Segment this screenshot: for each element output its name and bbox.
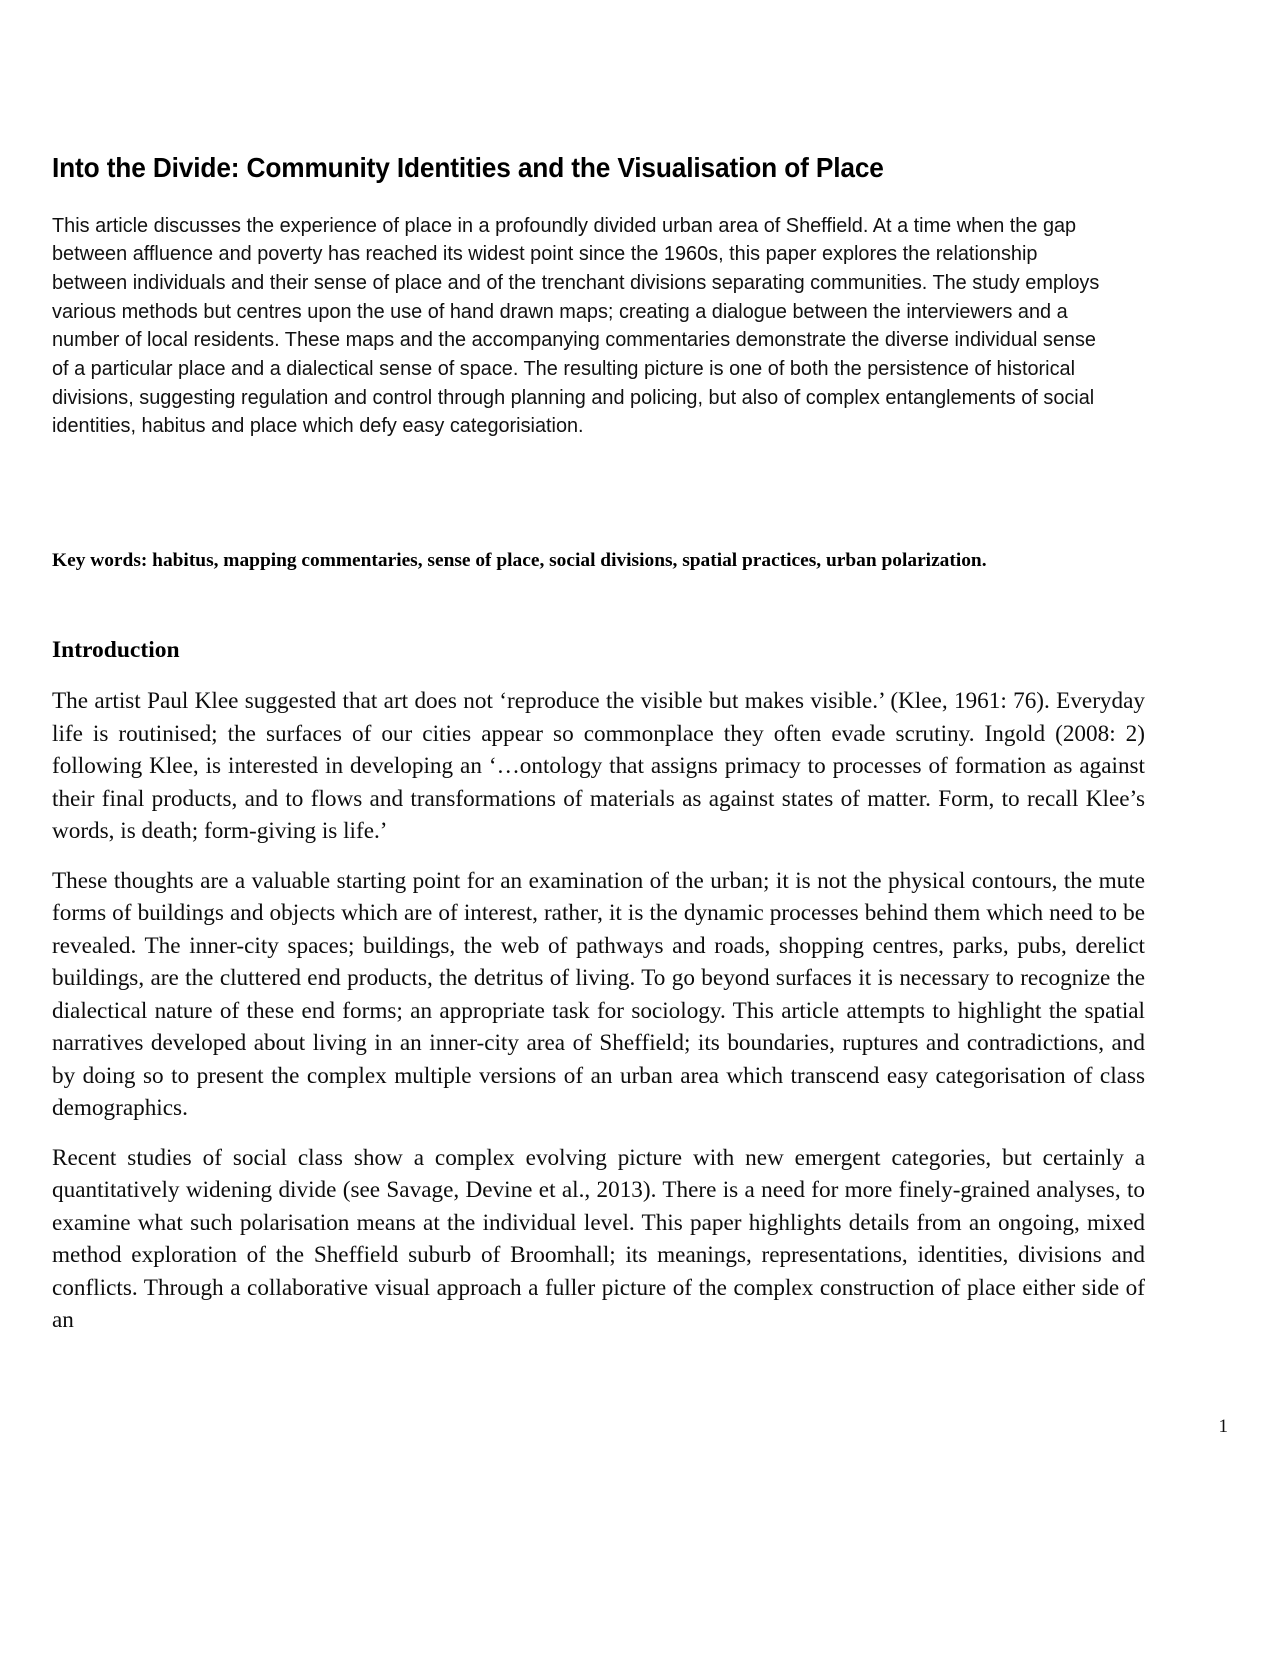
section-heading-introduction: Introduction <box>52 637 180 664</box>
abstract-text: This article discusses the experience of place in a profoundly divided urban area of Sheffield. At a time when the gap between affluence and poverty has reached its widest point since the 1960s, this paper explores the relationship between individuals and their sense of place and of the trenchant divisions separating communities. The study employs various methods but centres upon the use of hand drawn maps; creating a dialogue between the interviewers and a number of local residents. These maps and the accompanying commentaries demonstrate the diverse individual sense of a particular place and a dialectical sense of space. The resulting picture is one of both the persistence of historical divisions, suggesting regulation and control through planning and policing, but also of complex entanglements of social identities, habitus and place which defy easy categorisiation. <box>52 214 1100 438</box>
page-number: 1 <box>1218 1416 1228 1437</box>
keywords-line: Key words: habitus, mapping commentaries, sense of place, social divisions, spatial practices, urban polarization. <box>52 550 987 572</box>
body-paragraph: Recent studies of social class show a complex evolving picture with new emergent categories, but certainly a quantitatively widening divide (see Savage, Devine et al., 2013). There is a need for more finely-grained analyses, to examine what such polarisation means at the individual level. This paper highlights details from an ongoing, mixed method exploration of the Sheffield suburb of Broomhall; its meanings, representations, identities, divisions and conflicts. Through a collaborative visual approach a fuller picture of the complex construction of place either side of an <box>52 1144 1145 1334</box>
body-paragraph: The artist Paul Klee suggested that art does not ‘reproduce the visible but makes visible.’ (Klee, 1961: 76). Everyday life is routinised; the surfaces of our cities appear so commonplace they often evade scrutiny. Ingold (2008: 2) following Klee, is interested in developing an ‘…ontology that assigns primacy to processes of formation as against their final products, and to flows and transformations of materials as against states of matter. Form, to recall Klee’s words, is death; form-giving is life.’ <box>52 688 1145 845</box>
page-content <box>52 0 1145 1337</box>
body-paragraph: These thoughts are a valuable starting point for an examination of the urban; it is not the physical contours, the mute forms of buildings and objects which are of interest, rather, it is the dynamic processes behind them which need to be revealed. The inner-city spaces; buildings, the web of pathways and roads, shopping centres, parks, pubs, derelict buildings, are the cluttered end products, the detritus of living. To go beyond surfaces it is necessary to recognize the dialectical nature of these end forms; an appropriate task for sociology. This article attempts to highlight the spatial narratives developed about living in an inner-city area of Sheffield; its boundaries, ruptures and contradictions, and by doing so to present the complex multiple versions of an urban area which transcend easy categorisation of class demographics. <box>52 867 1145 1122</box>
page-title: Into the Divide: Community Identities and the Visualisation of Place <box>52 152 884 183</box>
